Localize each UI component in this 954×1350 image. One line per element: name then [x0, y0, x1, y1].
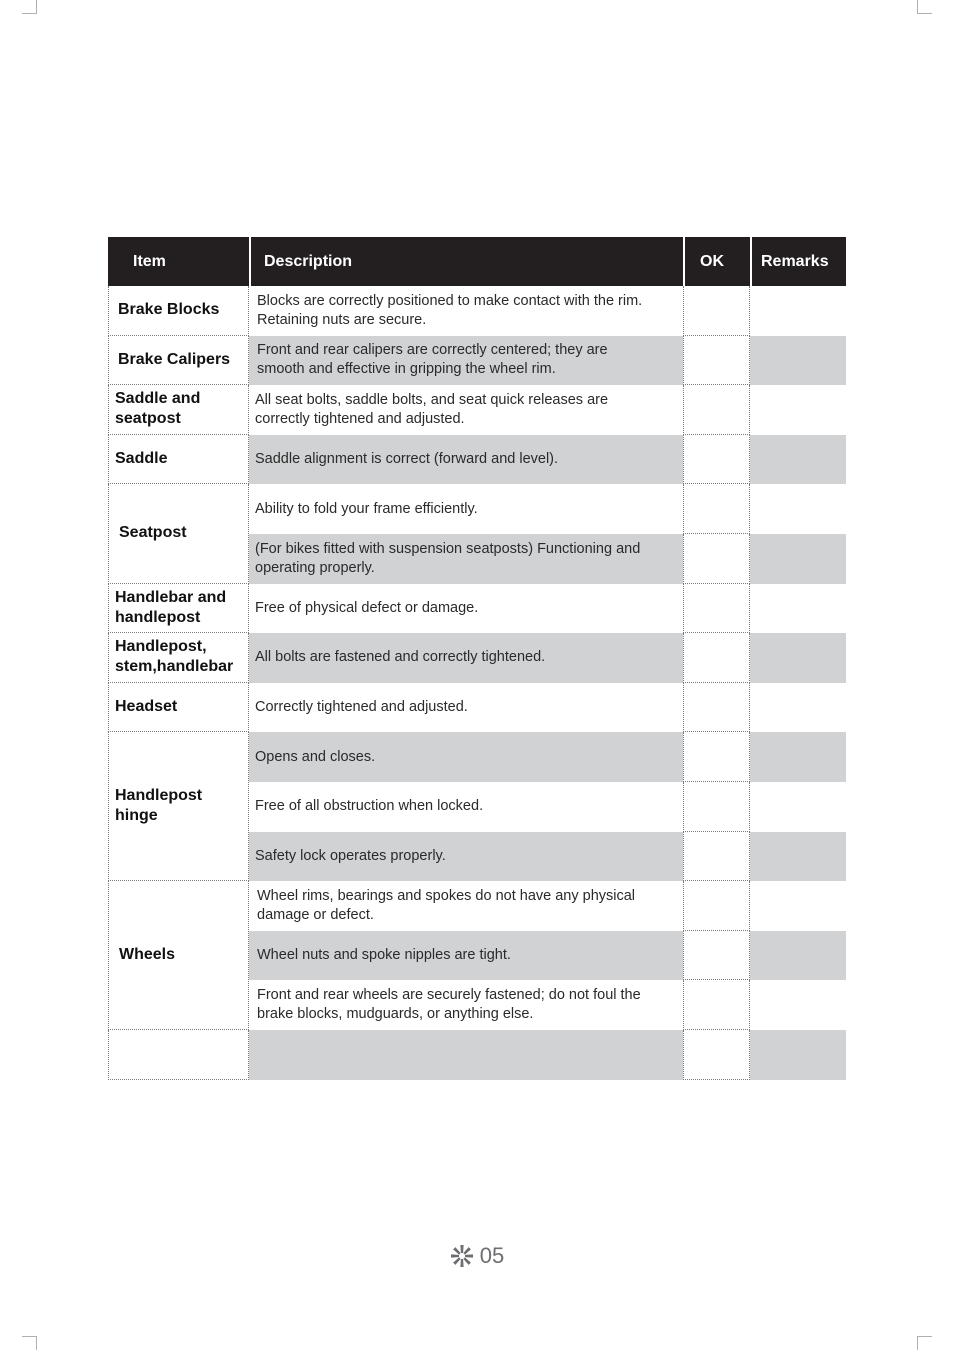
remarks-cell[interactable]: [750, 336, 846, 386]
table-row: [249, 336, 846, 386]
description-cell: [249, 534, 683, 584]
item-name-cell: [108, 683, 249, 733]
item-name-cell: [108, 484, 249, 583]
ok-checkbox[interactable]: [683, 584, 750, 634]
table-row: [249, 732, 846, 782]
description-cell: [249, 832, 683, 882]
description-cell: [249, 584, 683, 634]
ok-checkbox[interactable]: [683, 1030, 750, 1080]
ok-checkbox[interactable]: [683, 782, 750, 832]
table-row: [249, 980, 846, 1030]
checklist-group: [108, 435, 846, 485]
checklist-group: [108, 584, 846, 634]
description-cell: [249, 980, 683, 1030]
checklist-group: [108, 683, 846, 733]
item-name: Handlepost hinge: [115, 787, 203, 825]
crop-mark: [36, 0, 37, 14]
table-header: [108, 237, 846, 286]
ok-checkbox[interactable]: [683, 931, 750, 981]
remarks-cell[interactable]: [750, 584, 846, 634]
checklist-group: [108, 336, 846, 386]
ok-checkbox[interactable]: [683, 435, 750, 485]
table-row: [249, 881, 846, 931]
table-row: [249, 534, 846, 584]
item-name-cell: [108, 435, 249, 485]
ok-checkbox[interactable]: [683, 881, 750, 931]
description-cell: [249, 385, 683, 435]
checklist-group: [108, 385, 846, 435]
item-name: Seatpost: [119, 524, 187, 542]
ok-checkbox[interactable]: [683, 732, 750, 782]
table-row: [249, 931, 846, 981]
remarks-cell[interactable]: [750, 931, 846, 981]
ok-checkbox[interactable]: [683, 633, 750, 683]
ok-checkbox[interactable]: [683, 484, 750, 534]
crop-mark: [917, 0, 918, 14]
item-name-cell: [108, 633, 249, 683]
description-text: Saddle alignment is correct (forward and level).: [255, 451, 559, 468]
remarks-cell[interactable]: [750, 534, 846, 584]
ok-checkbox[interactable]: [683, 286, 750, 336]
item-name: Handlepost, stem,handlebar: [115, 638, 234, 676]
description-cell: [249, 732, 683, 782]
ok-checkbox[interactable]: [683, 832, 750, 882]
item-name: Wheels: [119, 946, 176, 964]
page-footer: [0, 1243, 954, 1269]
remarks-cell[interactable]: [750, 385, 846, 435]
description-cell: [249, 1030, 683, 1080]
header-description: Description: [249, 237, 683, 286]
checklist-group: [108, 633, 846, 683]
wheel-logo-icon: [450, 1244, 474, 1268]
item-name: Saddle: [115, 450, 168, 468]
description-text: Front and rear calipers are correctly centered; they are smooth and effective in gripping the wheel rim.: [257, 342, 608, 378]
page-number: 05: [479, 1243, 505, 1268]
table-row: [249, 435, 846, 485]
description-text: All bolts are fastened and correctly tightened.: [255, 649, 546, 666]
table-row: [249, 832, 846, 882]
header-remarks: Remarks: [750, 237, 846, 286]
checklist-group: [108, 732, 846, 881]
crop-mark: [22, 1336, 36, 1337]
description-text: All seat bolts, saddle bolts, and seat quick releases are correctly tightened and adjusted.: [255, 391, 609, 427]
remarks-cell[interactable]: [750, 435, 846, 485]
remarks-cell[interactable]: [750, 980, 846, 1030]
crop-mark: [36, 1336, 37, 1350]
checklist-group: [108, 286, 846, 336]
remarks-cell[interactable]: [750, 1030, 846, 1080]
description-cell: [249, 435, 683, 485]
checklist-group: [108, 1030, 846, 1080]
remarks-cell[interactable]: [750, 286, 846, 336]
item-name: Brake Blocks: [118, 301, 220, 319]
item-name-cell: [108, 385, 249, 435]
ok-checkbox[interactable]: [683, 683, 750, 733]
description-text: Front and rear wheels are securely fastened; do not foul the brake blocks, mudguards, or anything else.: [257, 987, 641, 1023]
table-row: [249, 633, 846, 683]
item-name-cell: [108, 336, 249, 386]
item-name-cell: [108, 881, 249, 1030]
ok-checkbox[interactable]: [683, 336, 750, 386]
remarks-cell[interactable]: [750, 633, 846, 683]
table-row: [249, 1030, 846, 1080]
description-text: Wheel rims, bearings and spokes do not have any physical damage or defect.: [257, 887, 636, 923]
ok-checkbox[interactable]: [683, 534, 750, 584]
item-name-cell: [108, 1030, 249, 1080]
table-row: [249, 584, 846, 634]
description-text: Opens and closes.: [255, 748, 376, 765]
remarks-cell[interactable]: [750, 881, 846, 931]
description-cell: [249, 881, 683, 931]
header-item: Item: [133, 252, 166, 270]
description-text: Blocks are correctly positioned to make contact with the rim. Retaining nuts are secure.: [257, 292, 643, 328]
checklist-group: [108, 484, 846, 583]
description-text: Ability to fold your frame efficiently.: [255, 500, 478, 517]
description-text: Free of physical defect or damage.: [255, 599, 479, 616]
remarks-cell[interactable]: [750, 832, 846, 882]
description-text: (For bikes fitted with suspension seatposts) Functioning and operating properly.: [255, 540, 641, 576]
remarks-cell[interactable]: [750, 732, 846, 782]
header-ok: OK: [683, 237, 750, 286]
item-name: Brake Calipers: [118, 350, 231, 368]
description-cell: [249, 633, 683, 683]
crop-mark: [22, 13, 36, 14]
description-text: Free of all obstruction when locked.: [255, 798, 484, 815]
description-text: Correctly tightened and adjusted.: [255, 699, 468, 716]
table-row: [249, 385, 846, 435]
item-name-cell: [108, 286, 249, 336]
description-cell: [249, 782, 683, 832]
description-cell: [249, 683, 683, 733]
description-text: Safety lock operates properly.: [255, 847, 446, 864]
remarks-cell[interactable]: [750, 782, 846, 832]
item-name: Saddle and seatpost: [115, 390, 201, 428]
description-cell: [249, 931, 683, 981]
crop-mark: [918, 1336, 932, 1337]
table-row: [249, 484, 846, 534]
table-row: [249, 286, 846, 336]
item-name: Headset: [115, 698, 178, 716]
ok-checkbox[interactable]: [683, 385, 750, 435]
description-text: Wheel nuts and spoke nipples are tight.: [257, 947, 511, 964]
remarks-cell[interactable]: [750, 683, 846, 733]
table-body: [108, 286, 846, 1080]
item-name-cell: [108, 732, 249, 881]
item-name: Handlebar and handlepost: [115, 588, 227, 626]
inspection-checklist-table: [108, 237, 846, 1080]
item-name-cell: [108, 584, 249, 634]
table-row: [249, 683, 846, 733]
description-cell: [249, 336, 683, 386]
description-cell: [249, 484, 683, 534]
table-row: [249, 782, 846, 832]
remarks-cell[interactable]: [750, 484, 846, 534]
ok-checkbox[interactable]: [683, 980, 750, 1030]
crop-mark: [918, 13, 932, 14]
description-cell: [249, 286, 683, 336]
crop-mark: [917, 1336, 918, 1350]
checklist-group: [108, 881, 846, 1030]
